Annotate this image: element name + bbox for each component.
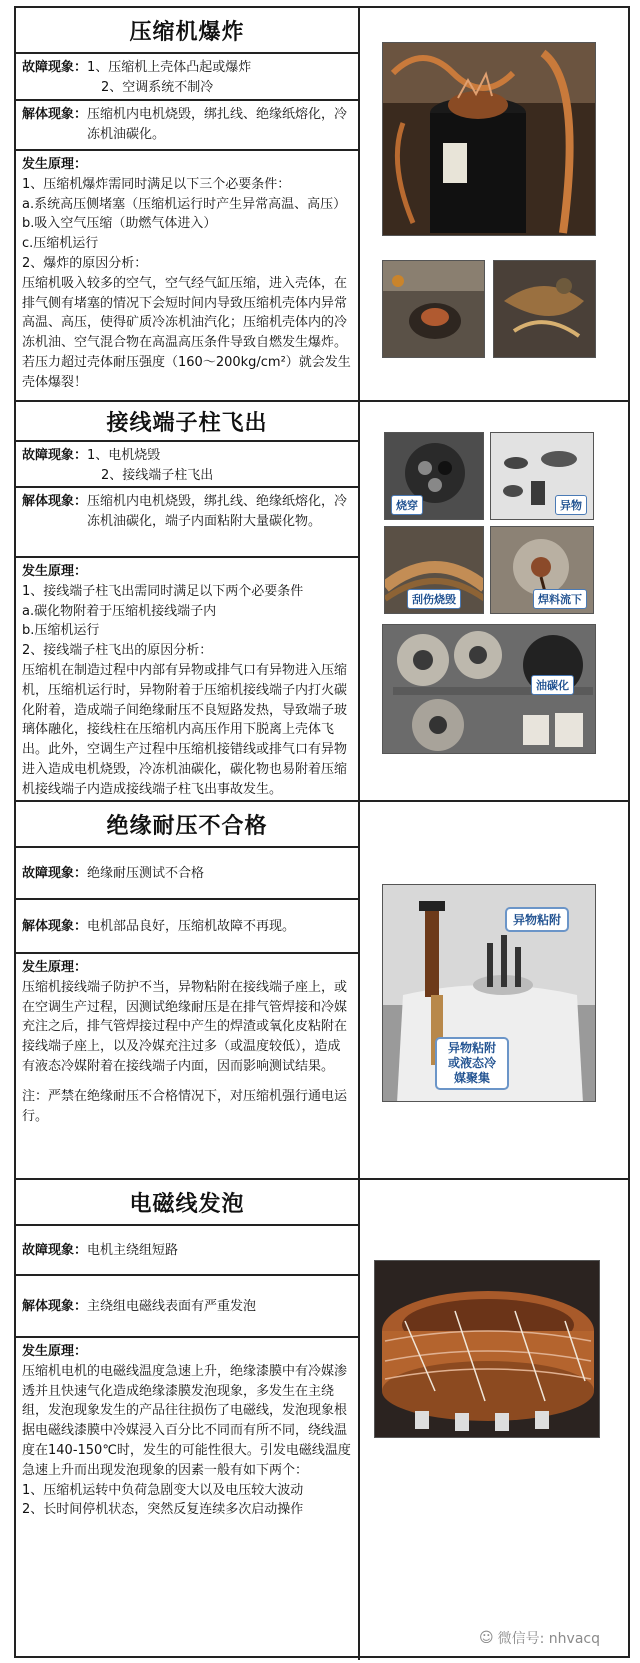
fault-line: 2、空调系统不制冷 [101,80,214,95]
fault-text: 绝缘耐压测试不合格 [87,865,205,881]
section-title: 压缩机爆炸 [16,8,358,54]
teardown-text: 压缩机内电机烧毁，绑扎线、绝缘纸熔化，冷冻机油碳化，端子内面粘附大量碳化物。 [87,494,348,529]
teardown-row [16,900,358,954]
principle-line: 压缩机吸入较多的空气，空气经气缸压缩，进入壳体，在排气侧有堵塞的情况下会短时间内导致压缩机壳体内异常高温、高压，使得矿质冷冻机油汽化；压缩机壳体内的冷冻机油、空气混合物在高温高压条件导致自燃发生爆炸。 [22,275,348,351]
principle-line: b.压缩机运行 [22,623,100,639]
foreign-matter-photo [490,432,594,520]
burn-through-photo [384,432,484,520]
fault-line: 1、电机烧毁 [87,448,161,463]
blistered-winding-photo [374,1260,600,1438]
principle-block [16,954,358,1130]
teardown-text: 电机部品良好，压缩机故障不再现。 [87,918,296,934]
section-photo-column [362,402,628,800]
fault-row [16,1226,358,1276]
principle-line: 注：严禁在绝缘耐压不合格情况下，对压缩机强行通电运行。 [22,1088,348,1124]
principle-label: 发生原理： [22,564,88,579]
principle-block [16,1338,358,1524]
principle-block [16,151,358,397]
principle-label: 发生原理： [22,1344,88,1359]
section-title: 绝缘耐压不合格 [16,802,358,848]
wechat-icon: ☺ [479,1630,494,1646]
principle-line: 1、压缩机运转中负荷急剧变大以及电压较大波动 [22,1482,304,1498]
teardown-label: 解体现象： [22,1298,88,1314]
principle-line: a.碳化物附着于压缩机接线端子内 [22,603,217,619]
teardown-row [16,1276,358,1338]
section-photo-column [362,1180,628,1660]
fault-label: 故障现象： [22,448,88,463]
teardown-row [16,488,358,558]
principle-block [16,558,358,804]
scratch-burn-photo [384,526,484,614]
section-title: 电磁线发泡 [16,1180,358,1226]
principle-line: 2、爆炸的原因分析： [22,255,148,271]
photo-label-liquid-refrigerant: 异物粘附或液态冷媒聚集 [435,1037,509,1090]
wechat-watermark [479,1628,600,1648]
principle-line: 2、长时间停机状态，突然反复连续多次启动操作 [22,1502,304,1518]
section-wire-blistering [16,1180,628,1660]
section-text-column [16,1180,360,1660]
photo-label-solder-flow: 焊料流下 [533,589,587,609]
fault-line: 1、压缩机上壳体凸起或爆炸 [87,60,252,75]
section-photo-column [362,802,628,1178]
photo-label-burn-through: 烧穿 [391,495,423,515]
watermark-text: 微信号: nhvacq [497,1631,600,1647]
teardown-text: 压缩机内电机烧毁，绑扎线、绝缘纸熔化，冷冻机油碳化。 [87,107,348,142]
teardown-label: 解体现象： [22,918,88,934]
principle-line: 压缩机接线端子防护不当，异物粘附在接线端子座上，或在空调生产过程，因测试绝缘耐压是在排气管焊接和冷媒充注之后，排气管焊接过程中产生的焊渣或氧化皮粘附在接线端子座上，以及冷媒充注过多（或温度较低），造成有液态冷媒附着在接线端子内面，因而影响测试结果。 [22,979,348,1074]
principle-label: 发生原理： [22,960,88,975]
teardown-label: 解体现象： [22,494,88,509]
photo-label-oil-carbonization: 油碳化 [531,675,574,695]
section-text-column [16,402,360,800]
fault-row [16,848,358,900]
section-compressor-explosion [16,8,628,402]
principle-line: 1、接线端子柱飞出需同时满足以下两个必要条件 [22,583,304,599]
principle-line: 压缩机电机的电磁线温度急速上升，绝缘漆膜中有冷媒渗透并且快速气化造成绝缘漆膜发泡现象，多发生在主绕组，发泡现象发生的产品往往损伤了电磁线，发泡现象根据电磁线漆膜中冷媒浸入百分比不同而有所不同，绕线温度在140-150℃时，发生的可能性很大。引发电磁线温度急速上升而出现发泡现象的因素一般有如下两个： [22,1363,351,1478]
principle-label: 发生原理： [22,157,88,172]
teardown-row [16,101,358,151]
section-insulation-failure [16,802,628,1180]
principle-line: a.系统高压侧堵塞（压缩机运行时产生异常高温、高压） [22,196,347,212]
fault-line: 2、接线端子柱飞出 [101,468,214,483]
solder-flow-photo [490,526,594,614]
section-terminal-ejection [16,402,628,802]
burnt-windings-photo [493,260,596,358]
photo-label-scratch-burn: 刮伤烧毁 [407,589,461,609]
principle-line: b.吸入空气压缩（助燃气体进入） [22,216,217,232]
teardown-label: 解体现象： [22,107,88,122]
principle-line: 压缩机在制造过程中内部有异物或排气口有异物进入压缩机，压缩机运行时，异物附着于压缩机接线端子内打火碳化附着，造成端子间绝缘耐压不良短路发热，导致端子玻璃体融化，接线柱在压缩机内高压作用下脱离上壳体飞出。此外，空调生产过程中压缩机接错线或排气口有异物进入造成电机烧毁，冷冻机油碳化，碳化物也易附着压缩机接线端子内造成接线端子柱飞出事故发生。 [22,662,348,797]
teardown-text: 主绕组电磁线表面有严重发泡 [87,1298,257,1314]
damaged-motor-photo [382,260,485,358]
principle-line: c.压缩机运行 [22,236,99,252]
fault-row [16,442,358,488]
fault-label: 故障现象： [22,1242,88,1258]
principle-line: 2、接线端子柱飞出的原因分析： [22,643,213,659]
fault-text: 电机主绕组短路 [87,1242,179,1258]
fault-row [16,54,358,101]
photo-label-adhesion: 异物粘附 [505,907,569,932]
exploded-compressor-photo [382,42,596,236]
terminal-contamination-photo [382,884,596,1102]
section-text-column [16,802,360,1178]
section-text-column [16,8,360,400]
fault-label: 故障现象： [22,60,88,75]
principle-line: 若压力超过壳体耐压强度（160～200kg/cm²）就会发生壳体爆裂！ [22,354,351,390]
photo-label-foreign-matter: 异物 [555,495,587,515]
fault-label: 故障现象： [22,865,88,881]
principle-line: 1、压缩机爆炸需同时满足以下三个必要条件： [22,176,291,192]
document-table [14,6,630,1658]
oil-carbonization-photo [382,624,596,754]
section-title: 接线端子柱飞出 [16,402,358,442]
section-photo-column [362,8,628,400]
